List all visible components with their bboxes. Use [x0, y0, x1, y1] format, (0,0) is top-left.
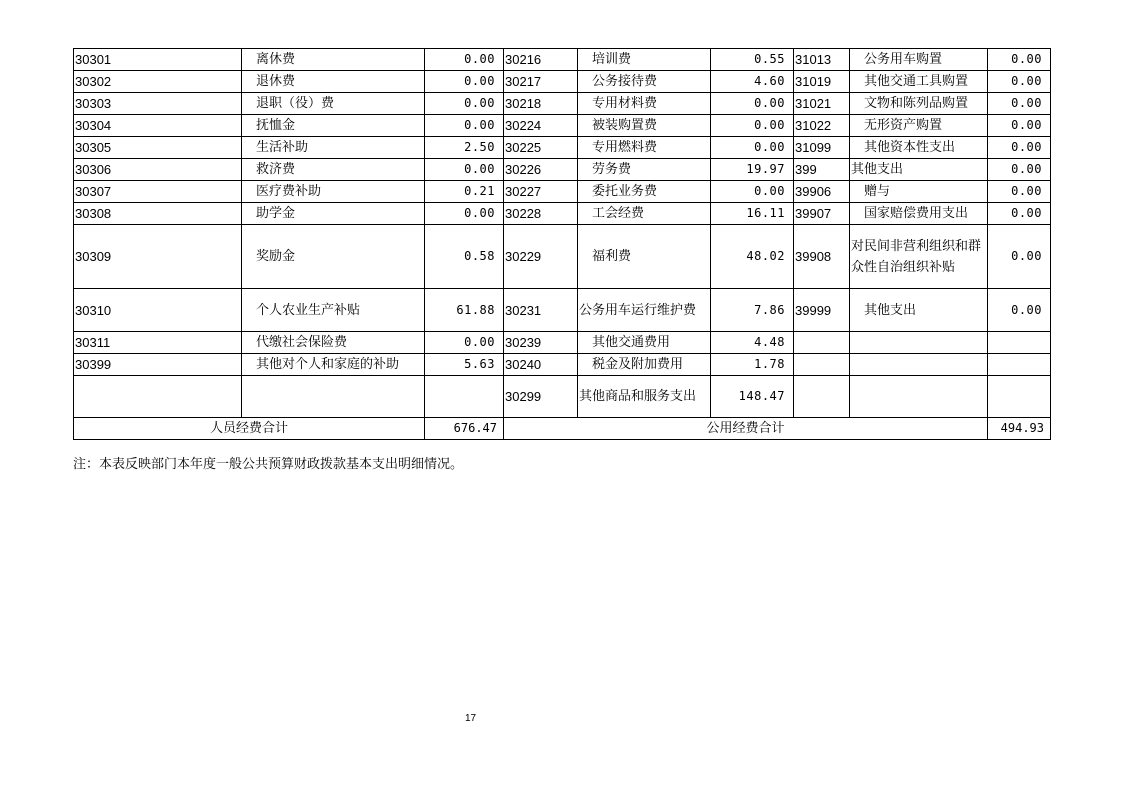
public-item-cell: 公务接待费 — [578, 71, 711, 93]
other-code-cell: 39907 — [794, 203, 850, 225]
totals-row — [74, 418, 1051, 440]
other-item-cell — [850, 332, 988, 354]
other-amount-cell: 0.00 — [988, 137, 1051, 159]
table-row — [74, 376, 1051, 418]
public-item-cell: 福利费 — [578, 225, 711, 289]
public-item-cell: 培训费 — [578, 49, 711, 71]
public-code-cell: 30228 — [504, 203, 578, 225]
other-item-cell: 其他交通工具购置 — [850, 71, 988, 93]
table-body — [74, 49, 1051, 418]
personnel-code-cell: 30399 — [74, 354, 242, 376]
public-amount-cell: 0.00 — [711, 181, 794, 203]
personnel-item-cell: 代缴社会保险费 — [242, 332, 425, 354]
personnel-amount-cell: 0.00 — [425, 203, 504, 225]
other-code-cell — [794, 376, 850, 418]
personnel-total-label: 人员经费合计 — [74, 418, 425, 440]
public-code-cell: 30216 — [504, 49, 578, 71]
personnel-item-cell: 个人农业生产补贴 — [242, 289, 425, 332]
other-code-cell: 39908 — [794, 225, 850, 289]
public-code-cell: 30226 — [504, 159, 578, 181]
other-item-cell: 其他支出 — [850, 159, 988, 181]
personnel-amount-cell: 61.88 — [425, 289, 504, 332]
personnel-item-cell: 退职（役）费 — [242, 93, 425, 115]
personnel-total-value: 676.47 — [425, 418, 504, 440]
personnel-code-cell: 30304 — [74, 115, 242, 137]
table-row — [74, 181, 1051, 203]
personnel-item-cell: 其他对个人和家庭的补助 — [242, 354, 425, 376]
personnel-amount-cell — [425, 376, 504, 418]
public-amount-cell: 0.00 — [711, 137, 794, 159]
other-item-cell — [850, 354, 988, 376]
other-code-cell: 31013 — [794, 49, 850, 71]
other-code-cell: 31022 — [794, 115, 850, 137]
budget-detail-table — [73, 48, 1051, 440]
other-amount-cell: 0.00 — [988, 71, 1051, 93]
table-row — [74, 354, 1051, 376]
other-amount-cell: 0.00 — [988, 289, 1051, 332]
personnel-item-cell: 生活补助 — [242, 137, 425, 159]
page-number: 17 — [465, 713, 477, 724]
other-code-cell: 39906 — [794, 181, 850, 203]
personnel-amount-cell: 5.63 — [425, 354, 504, 376]
personnel-amount-cell: 0.00 — [425, 71, 504, 93]
public-code-cell: 30240 — [504, 354, 578, 376]
other-amount-cell: 0.00 — [988, 93, 1051, 115]
other-item-cell — [850, 376, 988, 418]
public-amount-cell: 0.00 — [711, 93, 794, 115]
personnel-code-cell: 30307 — [74, 181, 242, 203]
personnel-item-cell: 抚恤金 — [242, 115, 425, 137]
other-amount-cell: 0.00 — [988, 181, 1051, 203]
public-item-cell: 专用材料费 — [578, 93, 711, 115]
public-code-cell: 30217 — [504, 71, 578, 93]
public-item-cell: 其他交通费用 — [578, 332, 711, 354]
personnel-amount-cell: 0.00 — [425, 332, 504, 354]
personnel-amount-cell: 2.50 — [425, 137, 504, 159]
other-item-cell: 国家赔偿费用支出 — [850, 203, 988, 225]
personnel-amount-cell: 0.00 — [425, 159, 504, 181]
public-amount-cell: 16.11 — [711, 203, 794, 225]
public-amount-cell: 19.97 — [711, 159, 794, 181]
other-code-cell: 399 — [794, 159, 850, 181]
public-item-cell: 税金及附加费用 — [578, 354, 711, 376]
public-item-cell: 公务用车运行维护费 — [578, 289, 711, 332]
public-code-cell: 30224 — [504, 115, 578, 137]
public-amount-cell: 7.86 — [711, 289, 794, 332]
public-amount-cell: 1.78 — [711, 354, 794, 376]
personnel-item-cell: 医疗费补助 — [242, 181, 425, 203]
personnel-code-cell — [74, 376, 242, 418]
table-row — [74, 289, 1051, 332]
personnel-amount-cell: 0.00 — [425, 49, 504, 71]
other-code-cell — [794, 332, 850, 354]
personnel-amount-cell: 0.21 — [425, 181, 504, 203]
other-amount-cell: 0.00 — [988, 115, 1051, 137]
personnel-code-cell: 30308 — [74, 203, 242, 225]
public-item-cell: 被装购置费 — [578, 115, 711, 137]
other-item-cell: 其他支出 — [850, 289, 988, 332]
personnel-item-cell: 奖励金 — [242, 225, 425, 289]
other-item-cell: 无形资产购置 — [850, 115, 988, 137]
public-total-label: 公用经费合计 — [504, 418, 988, 440]
personnel-code-cell: 30306 — [74, 159, 242, 181]
personnel-code-cell: 30302 — [74, 71, 242, 93]
personnel-code-cell: 30305 — [74, 137, 242, 159]
table-row — [74, 332, 1051, 354]
public-amount-cell: 4.48 — [711, 332, 794, 354]
personnel-item-cell: 离休费 — [242, 49, 425, 71]
public-code-cell: 30229 — [504, 225, 578, 289]
other-amount-cell: 0.00 — [988, 225, 1051, 289]
table-row — [74, 203, 1051, 225]
table-row — [74, 137, 1051, 159]
personnel-code-cell: 30311 — [74, 332, 242, 354]
personnel-code-cell: 30303 — [74, 93, 242, 115]
table-row — [74, 115, 1051, 137]
public-code-cell: 30218 — [504, 93, 578, 115]
personnel-item-cell: 助学金 — [242, 203, 425, 225]
public-code-cell: 30239 — [504, 332, 578, 354]
public-code-cell: 30231 — [504, 289, 578, 332]
table-row — [74, 159, 1051, 181]
personnel-item-cell — [242, 376, 425, 418]
other-amount-cell: 0.00 — [988, 203, 1051, 225]
table-row — [74, 71, 1051, 93]
other-code-cell — [794, 354, 850, 376]
personnel-amount-cell: 0.00 — [425, 93, 504, 115]
table-row — [74, 225, 1051, 289]
public-item-cell: 其他商品和服务支出 — [578, 376, 711, 418]
public-code-cell: 30299 — [504, 376, 578, 418]
public-amount-cell: 0.55 — [711, 49, 794, 71]
table-note: 注：本表反映部门本年度一般公共预算财政拨款基本支出明细情况。 — [73, 457, 464, 472]
public-item-cell: 专用燃料费 — [578, 137, 711, 159]
other-item-cell: 其他资本性支出 — [850, 137, 988, 159]
public-total-value: 494.93 — [988, 418, 1051, 440]
personnel-code-cell: 30310 — [74, 289, 242, 332]
other-code-cell: 31019 — [794, 71, 850, 93]
public-amount-cell: 48.02 — [711, 225, 794, 289]
other-code-cell: 31021 — [794, 93, 850, 115]
public-item-cell: 委托业务费 — [578, 181, 711, 203]
public-amount-cell: 4.60 — [711, 71, 794, 93]
other-amount-cell — [988, 332, 1051, 354]
personnel-item-cell: 救济费 — [242, 159, 425, 181]
other-amount-cell — [988, 354, 1051, 376]
other-amount-cell: 0.00 — [988, 159, 1051, 181]
table-row — [74, 93, 1051, 115]
personnel-amount-cell: 0.58 — [425, 225, 504, 289]
other-item-cell: 赠与 — [850, 181, 988, 203]
other-code-cell: 31099 — [794, 137, 850, 159]
table-row — [74, 49, 1051, 71]
other-amount-cell: 0.00 — [988, 49, 1051, 71]
other-item-cell: 文物和陈列品购置 — [850, 93, 988, 115]
other-code-cell: 39999 — [794, 289, 850, 332]
public-item-cell: 劳务费 — [578, 159, 711, 181]
public-amount-cell: 0.00 — [711, 115, 794, 137]
other-item-cell: 公务用车购置 — [850, 49, 988, 71]
personnel-code-cell: 30309 — [74, 225, 242, 289]
other-amount-cell — [988, 376, 1051, 418]
public-code-cell: 30225 — [504, 137, 578, 159]
public-code-cell: 30227 — [504, 181, 578, 203]
personnel-item-cell: 退休费 — [242, 71, 425, 93]
public-item-cell: 工会经费 — [578, 203, 711, 225]
other-item-cell: 对民间非营利组织和群众性自治组织补贴 — [850, 225, 988, 289]
personnel-amount-cell: 0.00 — [425, 115, 504, 137]
public-amount-cell: 148.47 — [711, 376, 794, 418]
personnel-code-cell: 30301 — [74, 49, 242, 71]
